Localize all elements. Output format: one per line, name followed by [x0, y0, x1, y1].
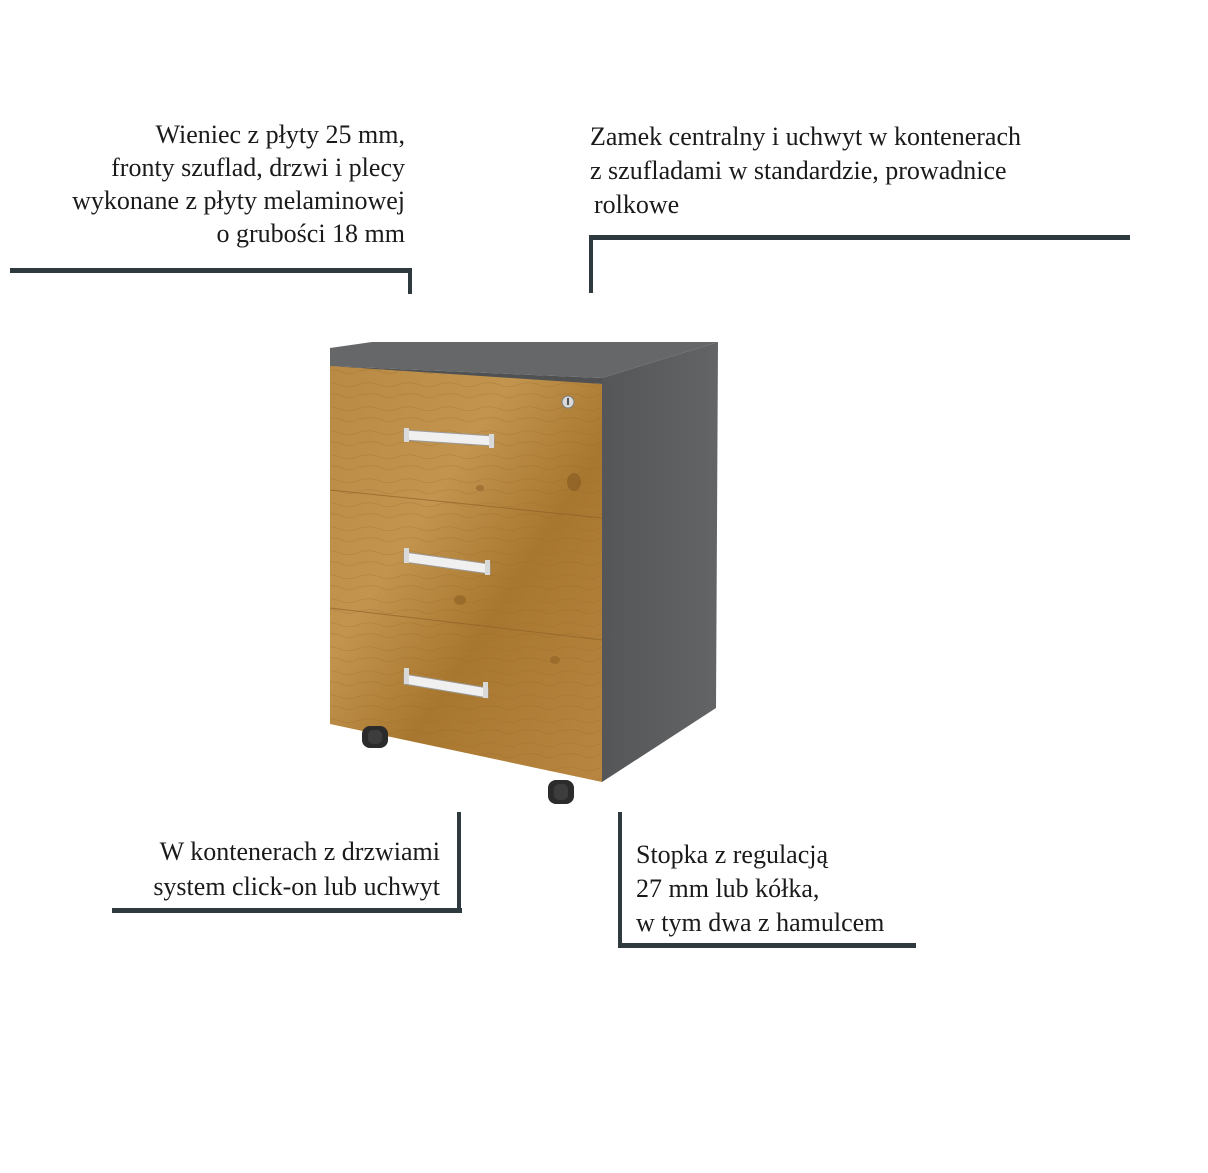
lock-icon — [562, 396, 574, 408]
leader-line-top-right-vertical — [589, 235, 593, 293]
annotation-line: wykonane z płyty melaminowej — [72, 186, 405, 215]
annotation-top-right — [590, 120, 1021, 222]
leader-line-bottom-left-vertical — [457, 812, 461, 913]
annotation-line: 27 mm lub kółka, — [636, 874, 820, 903]
leader-line-bottom-left-horizontal — [112, 908, 462, 913]
leader-line-top-left-vertical — [408, 268, 412, 294]
annotation-line: Wieniec z płyty 25 mm, — [155, 120, 405, 149]
annotation-line: o grubości 18 mm — [216, 219, 405, 248]
leader-line-bottom-right-horizontal — [618, 943, 916, 948]
cabinet-side — [602, 342, 718, 782]
annotation-line: z szufladami w standardzie, prowadnice — [590, 156, 1007, 185]
leader-line-bottom-right-vertical — [618, 812, 622, 948]
annotation-top-left — [0, 118, 405, 250]
annotation-bottom-right — [636, 838, 884, 940]
annotation-line: Zamek centralny i uchwyt w kontenerach — [590, 122, 1021, 151]
annotation-line: W kontenerach z drzwiami — [159, 837, 440, 866]
annotation-line: rolkowe — [594, 190, 680, 219]
annotation-bottom-left — [100, 834, 440, 904]
leader-line-top-right-horizontal — [590, 235, 1130, 240]
leader-line-top-left-horizontal — [10, 268, 412, 273]
wheel-front-right — [548, 780, 574, 804]
annotation-line: Stopka z regulacją — [636, 840, 829, 869]
wheel-front-left — [362, 726, 388, 748]
mobile-drawer-cabinet-illustration — [320, 330, 730, 810]
annotation-line: w tym dwa z hamulcem — [636, 908, 885, 937]
annotation-line: system click-on lub uchwyt — [153, 872, 440, 901]
annotation-line: fronty szuflad, drzwi i plecy — [111, 153, 405, 182]
